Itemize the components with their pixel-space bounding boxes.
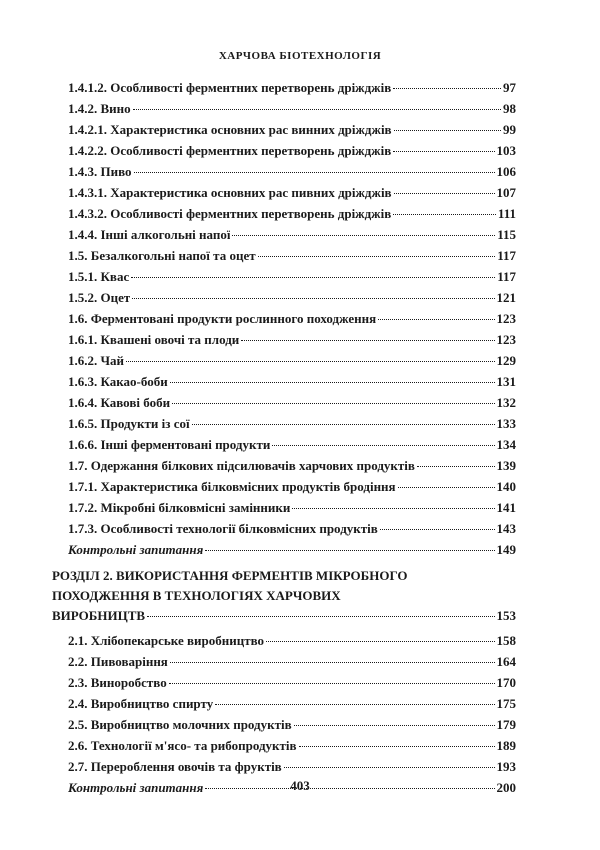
dot-leader <box>170 382 495 383</box>
toc-entry-title: 1.4.1.2. Особливості ферментних перетворень дріжджів <box>68 80 392 95</box>
toc-entry-page: 133 <box>496 416 516 431</box>
toc-entry-page: 99 <box>503 122 516 137</box>
toc-entry-page: 149 <box>496 542 516 557</box>
dot-leader <box>232 235 495 236</box>
toc-entry-page: 129 <box>496 353 516 368</box>
toc-entry-title: 1.6.6. Інші ферментовані продукти <box>68 437 271 452</box>
toc-entry-title: 2.4. Виробництво спирту <box>68 696 214 711</box>
toc-entry[interactable] <box>68 693 516 714</box>
toc-entry-title: 1.6.4. Кавові боби <box>68 395 171 410</box>
toc-entry[interactable] <box>68 518 516 539</box>
toc-entry-title: 1.6.1. Квашені овочі та плоди <box>68 332 240 347</box>
toc-entry[interactable] <box>68 245 516 266</box>
dot-leader <box>241 340 494 341</box>
toc-entry-page: 131 <box>496 374 516 389</box>
dot-leader <box>266 641 494 642</box>
toc-entry-page: 175 <box>496 696 516 711</box>
dot-leader <box>172 403 494 404</box>
toc-entry-page: 143 <box>496 521 516 536</box>
toc-entry-title: 1.6.3. Какао-боби <box>68 374 168 389</box>
toc-entry-title: 2.7. Перероблення овочів та фруктів <box>68 759 282 774</box>
toc-entry[interactable] <box>68 266 516 287</box>
toc-entry-page: 123 <box>496 332 516 347</box>
toc-entry[interactable] <box>68 434 516 455</box>
toc-entry[interactable] <box>68 651 516 672</box>
toc-entry-title: 1.4.3.1. Характеристика основних рас пивних дріжджів <box>68 185 392 200</box>
dot-leader <box>393 88 501 89</box>
toc-entry-page: 140 <box>496 479 516 494</box>
toc-entry-title: 1.6.5. Продукти із сої <box>68 416 190 431</box>
table-of-contents <box>52 77 516 798</box>
toc-entry-title: 1.4.3.2. Особливості ферментних перетворень дріжджів <box>68 206 392 221</box>
dot-leader <box>394 193 495 194</box>
toc-entry-title: 2.3. Виноробство <box>68 675 167 690</box>
section-title-text: ВИРОБНИЦТВ <box>52 608 146 623</box>
toc-entry[interactable] <box>68 203 516 224</box>
section-title-line-3 <box>52 606 516 626</box>
toc-entry[interactable] <box>68 287 516 308</box>
toc-entry[interactable] <box>68 714 516 735</box>
dot-leader <box>126 361 494 362</box>
toc-entry-page: 170 <box>496 675 516 690</box>
toc-entry[interactable] <box>68 98 516 119</box>
toc-entry-title: 1.7.3. Особливості технології білковмісних продуктів <box>68 521 378 536</box>
section-title-line-1: РОЗДІЛ 2. ВИКОРИСТАННЯ ФЕРМЕНТІВ МІКРОБНОГО <box>52 568 408 583</box>
dot-leader <box>170 662 495 663</box>
toc-entry-title: 1.6. Ферментовані продукти рослинного походження <box>68 311 377 326</box>
toc-entry-title: 1.4.2.2. Особливості ферментних перетворень дріжджів <box>68 143 392 158</box>
dot-leader <box>134 172 495 173</box>
section-title-line-2: ПОХОДЖЕННЯ В ТЕХНОЛОГІЯХ ХАРЧОВИХ <box>52 588 341 603</box>
toc-entry-title: 2.2. Пивоваріння <box>68 654 168 669</box>
toc-entry-title: 1.4.3. Пиво <box>68 164 132 179</box>
toc-entry-page: 107 <box>496 185 516 200</box>
toc-entry-title: Контрольні запитання <box>68 542 204 557</box>
toc-entry-title: Контрольні запитання <box>68 780 204 795</box>
toc-section-heading[interactable] <box>52 566 516 626</box>
running-head: ХАРЧОВА БІОТЕХНОЛОГІЯ <box>218 50 382 62</box>
toc-entry[interactable] <box>68 119 516 140</box>
toc-entry-page: 139 <box>496 458 516 473</box>
dot-leader <box>284 767 495 768</box>
toc-entry-page: 179 <box>496 717 516 732</box>
toc-entries-chapter-1 <box>68 77 516 560</box>
dot-leader <box>258 256 496 257</box>
toc-entry[interactable] <box>68 672 516 693</box>
toc-entry[interactable] <box>68 735 516 756</box>
toc-entry[interactable] <box>68 476 516 497</box>
toc-entry-title: 1.5.1. Квас <box>68 269 130 284</box>
toc-entry-title: 1.4.4. Інші алкогольні напої <box>68 227 231 242</box>
toc-entry-title: 1.7.1. Характеристика білковмісних продуктів бродіння <box>68 479 396 494</box>
toc-entry[interactable] <box>68 140 516 161</box>
toc-entry-page: 103 <box>496 143 516 158</box>
toc-entry-title: 2.6. Технології м'ясо- та рибопродуктів <box>68 738 297 753</box>
toc-entry-page: 98 <box>503 101 516 116</box>
toc-entry[interactable] <box>68 455 516 476</box>
toc-entry-page: 111 <box>497 206 516 221</box>
toc-entry-page: 117 <box>497 269 516 284</box>
toc-entry[interactable] <box>68 392 516 413</box>
toc-entry[interactable] <box>68 329 516 350</box>
toc-entry-title: 2.5. Виробництво молочних продуктів <box>68 717 292 732</box>
dot-leader <box>417 466 495 467</box>
dot-leader <box>272 445 494 446</box>
toc-entry-title: 2.1. Хлібопекарське виробництво <box>68 633 265 648</box>
dot-leader <box>398 487 495 488</box>
toc-entry[interactable] <box>68 77 516 98</box>
dot-leader <box>294 725 495 726</box>
toc-entry-title: 1.4.2.1. Характеристика основних рас винних дріжджів <box>68 122 392 137</box>
toc-entry-title: 1.5. Безалкогольні напої та оцет <box>68 248 256 263</box>
dot-leader <box>380 529 495 530</box>
toc-entry[interactable] <box>68 350 516 371</box>
dot-leader <box>205 550 494 551</box>
toc-entry-title: 1.4.2. Вино <box>68 101 131 116</box>
dot-leader <box>215 704 494 705</box>
toc-entry-page: 123 <box>496 311 516 326</box>
section-page-number: 153 <box>496 608 516 623</box>
toc-entry-page: 117 <box>497 248 516 263</box>
dot-leader <box>393 151 494 152</box>
dot-leader <box>394 130 501 131</box>
page-number: 403 <box>290 778 310 793</box>
toc-entry[interactable] <box>68 756 516 777</box>
toc-entry[interactable] <box>68 371 516 392</box>
toc-entry-page: 121 <box>496 290 516 305</box>
dot-leader <box>393 214 496 215</box>
toc-entry-title: 1.5.2. Оцет <box>68 290 131 305</box>
toc-entry-page: 164 <box>496 654 516 669</box>
toc-entry-page: 132 <box>496 395 516 410</box>
toc-entry[interactable] <box>68 308 516 329</box>
toc-entry[interactable] <box>68 539 516 560</box>
toc-entry-page: 200 <box>496 780 516 795</box>
toc-entry[interactable] <box>68 497 516 518</box>
toc-entry-page: 141 <box>496 500 516 515</box>
dot-leader <box>169 683 495 684</box>
toc-entries-chapter-2 <box>68 630 516 798</box>
dot-leader <box>192 424 495 425</box>
toc-entry-page: 134 <box>496 437 516 452</box>
dot-leader <box>378 319 494 320</box>
toc-entry[interactable] <box>68 182 516 203</box>
dot-leader <box>131 277 495 278</box>
toc-entry-title: 1.7.2. Мікробні білковмісні замінники <box>68 500 291 515</box>
toc-entry-page: 115 <box>497 227 516 242</box>
toc-entry-page: 106 <box>496 164 516 179</box>
dot-leader <box>132 298 494 299</box>
dot-leader <box>299 746 495 747</box>
toc-entry[interactable] <box>68 224 516 245</box>
toc-entry-page: 193 <box>496 759 516 774</box>
toc-entry-page: 189 <box>496 738 516 753</box>
dot-leader <box>292 508 494 509</box>
toc-entry[interactable] <box>68 413 516 434</box>
toc-entry-title: 1.7. Одержання білкових підсилювачів харчових продуктів <box>68 458 415 473</box>
toc-entry-page: 158 <box>496 633 516 648</box>
toc-entry[interactable] <box>68 630 516 651</box>
toc-entry-page: 97 <box>503 80 516 95</box>
toc-entry[interactable] <box>68 161 516 182</box>
dot-leader <box>147 616 494 617</box>
toc-entry-title: 1.6.2. Чай <box>68 353 125 368</box>
dot-leader <box>133 109 501 110</box>
